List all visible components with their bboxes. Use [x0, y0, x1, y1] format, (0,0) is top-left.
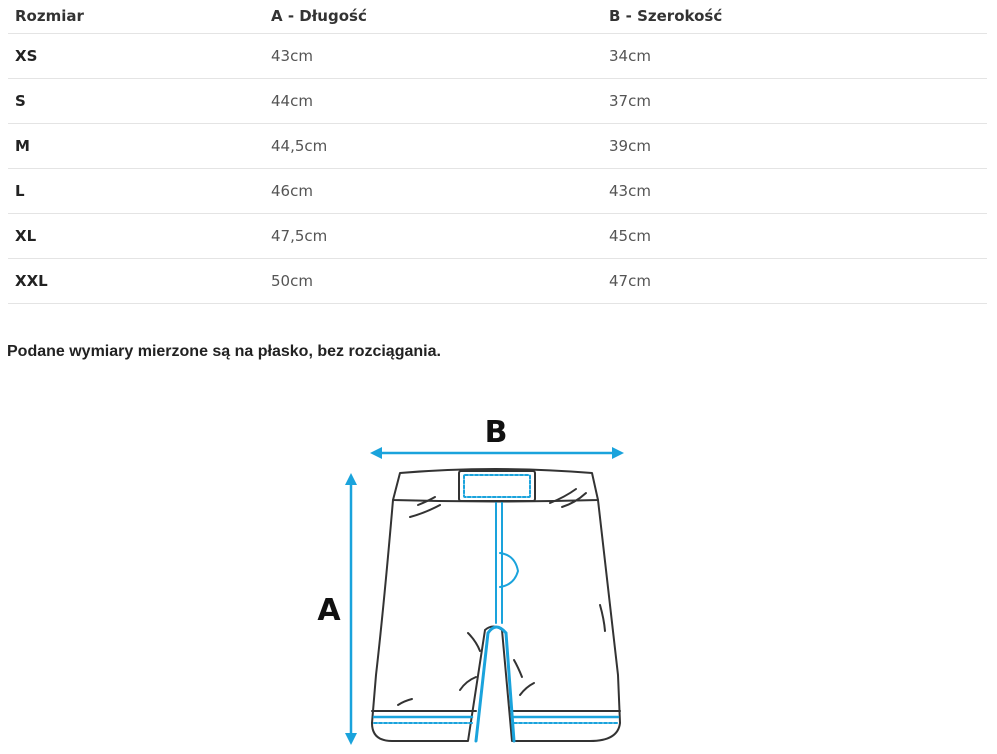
label-b: B [484, 415, 508, 450]
header-size: Rozmiar [8, 0, 264, 33]
label-a: A [317, 593, 341, 628]
length-arrow [345, 473, 357, 745]
width-cell: 43cm [609, 181, 651, 200]
table-row [8, 78, 987, 123]
table-row [8, 168, 987, 213]
width-cell: 45cm [609, 226, 651, 245]
length-cell: 44cm [271, 91, 313, 110]
width-cell: 47cm [609, 271, 651, 290]
table-row [8, 123, 987, 168]
size-cell: XL [15, 226, 37, 245]
table-row [8, 258, 987, 303]
table-header-row [8, 0, 987, 33]
size-cell: M [15, 136, 30, 155]
header-width: B - Szerokość [602, 0, 987, 33]
measurement-note: Podane wymiary mierzone są na płasko, bez rozciągania. [7, 343, 441, 360]
table-row [8, 213, 987, 258]
length-cell: 46cm [271, 181, 313, 200]
shorts-diagram [300, 405, 660, 754]
length-cell: 50cm [271, 271, 313, 290]
length-cell: 43cm [271, 46, 313, 65]
length-cell: 47,5cm [271, 226, 328, 245]
width-cell: 39cm [609, 136, 651, 155]
table-row [8, 33, 987, 78]
header-length: A - Długość [264, 0, 602, 33]
size-cell: L [15, 181, 25, 200]
size-cell: XXL [15, 271, 48, 290]
size-cell: XS [15, 46, 38, 65]
length-cell: 44,5cm [271, 136, 328, 155]
size-table [8, 0, 987, 304]
shorts-accent-stitching [374, 471, 618, 741]
width-cell: 34cm [609, 46, 651, 65]
size-cell: S [15, 91, 26, 110]
width-cell: 37cm [609, 91, 651, 110]
